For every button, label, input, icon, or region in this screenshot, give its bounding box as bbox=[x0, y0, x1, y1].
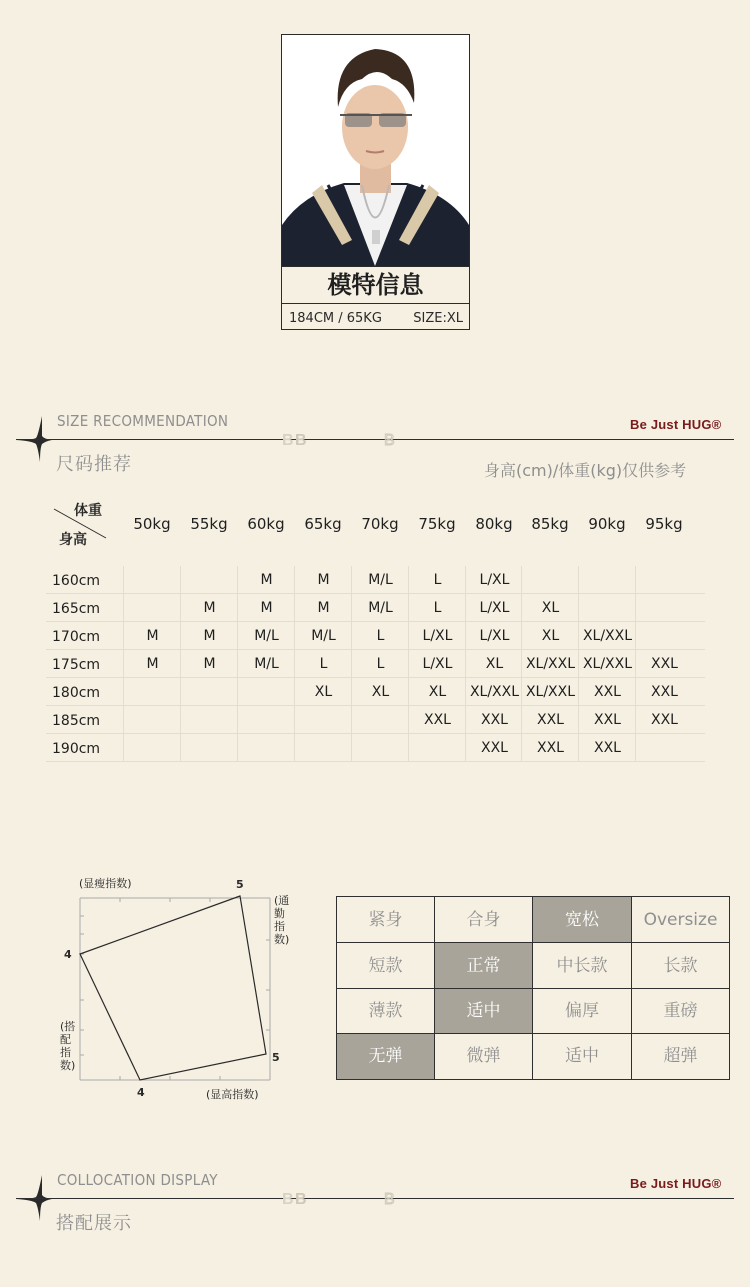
radar-value-left: 4 bbox=[64, 948, 72, 961]
size-cell: XXL bbox=[594, 684, 621, 700]
weight-header-cell: 50kg bbox=[133, 515, 171, 533]
size-cell: XL/XXL bbox=[469, 684, 520, 700]
size-cell: XXL bbox=[594, 740, 621, 756]
model-info-title: 模特信息 bbox=[282, 266, 469, 304]
corner-height-label: 身高 bbox=[59, 532, 87, 548]
size-cell bbox=[181, 566, 238, 594]
weight-header-cell: 80kg bbox=[475, 515, 513, 533]
b-outline-icon bbox=[383, 1189, 399, 1207]
size-cell: L bbox=[319, 656, 328, 672]
size-cell bbox=[181, 706, 238, 734]
fit-option-cell: 微弹 bbox=[435, 1034, 533, 1079]
size-cell bbox=[636, 734, 693, 762]
fit-option-cell: 适中 bbox=[435, 989, 533, 1034]
weight-header-cell: 75kg bbox=[418, 515, 456, 533]
collocation-title-cn: 搭配展示 bbox=[56, 1213, 132, 1234]
collocation-title-en: COLLOCATION DISPLAY bbox=[57, 1171, 218, 1189]
size-cell bbox=[636, 594, 693, 622]
size-cell: XL bbox=[541, 600, 560, 616]
size-cell: M/L bbox=[254, 656, 279, 672]
size-cell: XL/XXL bbox=[582, 628, 633, 644]
size-cell bbox=[636, 566, 693, 594]
radar-shape bbox=[80, 896, 266, 1080]
size-cell: XL/XXL bbox=[582, 656, 633, 672]
weight-header-cell: 70kg bbox=[361, 515, 399, 533]
size-cell: L bbox=[433, 600, 442, 616]
size-cell: M/L bbox=[311, 628, 336, 644]
size-cell: M/L bbox=[368, 572, 393, 588]
size-cell: XL bbox=[541, 628, 560, 644]
size-cell: L bbox=[433, 572, 442, 588]
size-cell bbox=[352, 734, 409, 762]
size-cell bbox=[295, 706, 352, 734]
weight-header-cell: 95kg bbox=[645, 515, 683, 533]
height-label: 175cm bbox=[52, 657, 101, 673]
fit-option-cell: 薄款 bbox=[337, 989, 435, 1034]
fit-option-cell: 偏厚 bbox=[533, 989, 632, 1034]
model-photo bbox=[282, 35, 469, 266]
size-cell bbox=[124, 594, 181, 622]
bb-logo-icon bbox=[282, 1189, 312, 1207]
weight-header-cell: 90kg bbox=[588, 515, 626, 533]
size-cell bbox=[636, 622, 693, 650]
size-cell: M bbox=[203, 656, 216, 672]
fit-option-cell: 宽松 bbox=[533, 897, 632, 943]
fit-option-cell: 正常 bbox=[435, 943, 533, 989]
size-cell bbox=[522, 566, 579, 594]
size-cell: XL bbox=[485, 656, 504, 672]
size-cell bbox=[124, 734, 181, 762]
weight-header-cell: 65kg bbox=[304, 515, 342, 533]
weight-header-cell: 85kg bbox=[531, 515, 569, 533]
svg-text:B: B bbox=[384, 1191, 395, 1207]
height-label: 165cm bbox=[52, 601, 101, 617]
svg-text:B: B bbox=[295, 432, 307, 448]
svg-text:B: B bbox=[282, 1191, 294, 1207]
model-stats bbox=[282, 305, 469, 329]
size-cell: XXL bbox=[651, 656, 678, 672]
radar-value-right: 5 bbox=[272, 1051, 280, 1064]
radar-label-top: (显瘦指数) bbox=[79, 877, 132, 890]
fit-option-cell: 重磅 bbox=[632, 989, 729, 1034]
size-section-title-en: SIZE RECOMMENDATION bbox=[57, 412, 229, 430]
size-cell bbox=[579, 594, 636, 622]
height-label: 170cm bbox=[52, 629, 101, 645]
fit-option-cell: 无弹 bbox=[337, 1034, 435, 1079]
size-cell: XL bbox=[371, 684, 390, 700]
height-label: 185cm bbox=[52, 713, 101, 729]
size-cell: XL/XXL bbox=[525, 684, 576, 700]
radar-label-right: (通勤指数) bbox=[274, 894, 290, 946]
model-card bbox=[281, 34, 470, 330]
fit-option-cell: 合身 bbox=[435, 897, 533, 943]
size-cell: M bbox=[203, 600, 216, 616]
size-cell: L/XL bbox=[479, 572, 510, 588]
radar-diagram bbox=[60, 880, 290, 1100]
model-measurements: 184CM / 65KG bbox=[289, 311, 382, 326]
size-cell bbox=[181, 734, 238, 762]
size-cell bbox=[238, 706, 295, 734]
size-cell: XXL bbox=[424, 712, 451, 728]
size-cell: M bbox=[260, 600, 273, 616]
fit-option-cell: 超弹 bbox=[663, 1046, 698, 1066]
fit-option-cell: 短款 bbox=[337, 943, 435, 989]
fit-option-cell: 紧身 bbox=[337, 897, 435, 943]
fit-option-cell: 适中 bbox=[533, 1034, 632, 1079]
size-cell: L bbox=[376, 656, 385, 672]
size-cell: XXL bbox=[651, 712, 678, 728]
divider-line bbox=[16, 1198, 734, 1199]
size-cell: M bbox=[146, 628, 159, 644]
weight-header-cell: 55kg bbox=[190, 515, 228, 533]
fit-option-cell: Oversize bbox=[632, 897, 729, 943]
size-cell: M bbox=[317, 600, 330, 616]
size-cell bbox=[238, 678, 295, 706]
size-cell bbox=[238, 734, 295, 762]
size-cell: L bbox=[376, 628, 385, 644]
size-cell bbox=[409, 734, 466, 762]
size-section-title-cn: 尺码推荐 bbox=[56, 454, 132, 475]
size-cell: L/XL bbox=[422, 628, 453, 644]
height-label: 190cm bbox=[52, 741, 101, 757]
size-cell: L/XL bbox=[479, 628, 510, 644]
bb-logo-icon bbox=[282, 430, 312, 448]
model-size: SIZE:XL bbox=[413, 311, 463, 326]
size-cell: XXL bbox=[537, 740, 564, 756]
size-cell: XL bbox=[314, 684, 333, 700]
height-label: 180cm bbox=[52, 685, 101, 701]
brand-logo: Be Just HUG® bbox=[630, 417, 722, 432]
size-cell: L/XL bbox=[422, 656, 453, 672]
size-cell bbox=[124, 678, 181, 706]
size-cell bbox=[124, 566, 181, 594]
b-outline-icon bbox=[383, 430, 399, 448]
size-cell: L/XL bbox=[479, 600, 510, 616]
size-cell bbox=[295, 734, 352, 762]
size-cell: M/L bbox=[254, 628, 279, 644]
size-cell bbox=[124, 706, 181, 734]
size-cell: M bbox=[203, 628, 216, 644]
fit-option-cell: 中长款 bbox=[533, 943, 632, 989]
size-cell: XL/XXL bbox=[525, 656, 576, 672]
size-cell: XXL bbox=[594, 712, 621, 728]
size-cell: M bbox=[317, 572, 330, 588]
size-cell: M bbox=[146, 656, 159, 672]
radar-value-top: 5 bbox=[236, 878, 244, 891]
size-cell: XL bbox=[428, 684, 447, 700]
svg-text:B: B bbox=[295, 1191, 307, 1207]
divider-line bbox=[16, 439, 734, 440]
fit-attribute-grid bbox=[336, 896, 730, 1080]
corner-weight-label: 体重 bbox=[74, 503, 102, 519]
size-cell: XXL bbox=[651, 684, 678, 700]
height-label: 160cm bbox=[52, 573, 101, 589]
size-cell: XXL bbox=[537, 712, 564, 728]
svg-text:B: B bbox=[282, 432, 294, 448]
size-cell: M/L bbox=[368, 600, 393, 616]
size-cell: M bbox=[260, 572, 273, 588]
size-cell: XXL bbox=[481, 740, 508, 756]
weight-header-cell: 60kg bbox=[247, 515, 285, 533]
svg-text:B: B bbox=[384, 432, 395, 448]
size-cell bbox=[579, 566, 636, 594]
radar-label-bottom: (显高指数) bbox=[206, 1088, 259, 1101]
brand-logo: Be Just HUG® bbox=[630, 1176, 722, 1191]
size-cell bbox=[352, 706, 409, 734]
radar-label-left: (搭配指数) bbox=[60, 1020, 76, 1072]
size-cell: XXL bbox=[481, 712, 508, 728]
size-cell bbox=[181, 678, 238, 706]
radar-value-bottom: 4 bbox=[137, 1086, 145, 1099]
fit-option-cell: 长款 bbox=[632, 943, 729, 989]
size-note: 身高(cm)/体重(kg)仅供参考 bbox=[484, 461, 687, 480]
